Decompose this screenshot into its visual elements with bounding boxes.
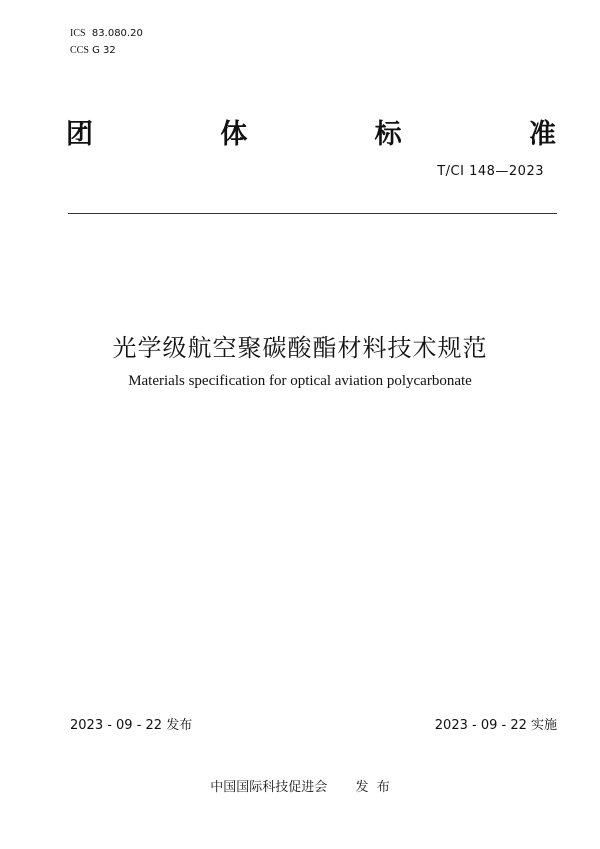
publish-date: 2023 - 09 - 22 发布	[70, 718, 193, 733]
ics-label: ICS	[70, 28, 86, 39]
ccs-line	[70, 44, 116, 58]
publisher-line	[0, 776, 600, 795]
ccs-value: G 32	[92, 45, 116, 56]
title-english: Materials specification for optical aviation polycarbonate	[128, 373, 472, 389]
implement-date: 2023 - 09 - 22 实施	[434, 718, 557, 733]
ics-line	[70, 27, 143, 41]
ccs-label: CCS	[70, 45, 89, 56]
ics-value: 83.080.20	[91, 28, 143, 39]
publisher-name: 中国国际科技促进会	[210, 780, 328, 795]
title-chinese: 光学级航空聚碳酸酯材料技术规范	[112, 334, 488, 362]
standard-type-char: 标	[374, 119, 402, 150]
standard-type-heading	[66, 112, 556, 151]
standard-type-char: 团	[66, 119, 93, 150]
divider	[68, 213, 557, 214]
publisher-action: 发 布	[355, 780, 390, 795]
standard-type-char: 体	[220, 119, 248, 150]
standard-type-char: 准	[528, 119, 556, 150]
standard-code: T/CI 148—2023	[437, 164, 544, 179]
